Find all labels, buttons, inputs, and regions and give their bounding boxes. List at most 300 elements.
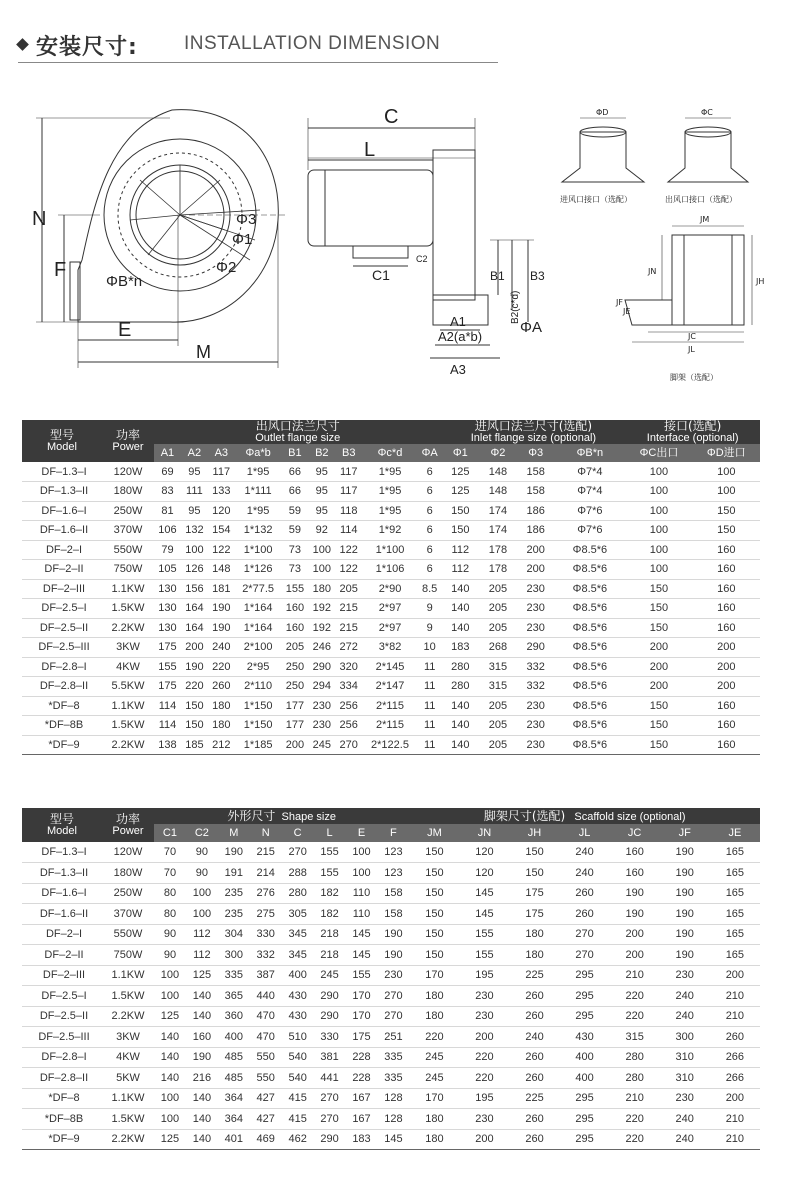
value-cell: 1*164 [235, 618, 282, 638]
value-cell: 140 [186, 1109, 218, 1130]
model-cell: DF–2–II [22, 945, 102, 966]
value-cell: 150 [409, 863, 459, 884]
value-cell: 175 [510, 904, 560, 925]
value-cell: 155 [459, 945, 509, 966]
model-cell: DF–2.5–III [22, 638, 102, 658]
value-cell: 100 [154, 1088, 186, 1109]
model-cell: DF–2.5–I [22, 986, 102, 1007]
value-cell: 220 [610, 1006, 660, 1027]
value-cell: 132 [181, 521, 208, 541]
value-cell: 133 [208, 482, 235, 502]
group-scaffold: 脚架尺寸(选配) Scaffold size (optional) [409, 808, 760, 824]
value-cell: 118 [335, 501, 362, 521]
value-cell: 181 [208, 579, 235, 599]
value-cell: 200 [625, 677, 692, 697]
value-cell: 177 [281, 696, 308, 716]
value-cell: 125 [441, 482, 479, 502]
model-cell: DF–2–III [22, 965, 102, 986]
value-cell: 180 [409, 1109, 459, 1130]
value-cell: 11 [418, 696, 442, 716]
value-cell: 335 [377, 1047, 409, 1068]
value-cell: 120 [459, 842, 509, 863]
value-cell: 1*95 [362, 482, 418, 502]
value-cell: 295 [560, 1129, 610, 1150]
value-cell: 1*95 [235, 501, 282, 521]
value-cell: 150 [625, 599, 692, 619]
value-cell: 122 [335, 560, 362, 580]
drawing-svg [20, 90, 780, 400]
value-cell: 140 [441, 696, 479, 716]
value-cell: 167 [346, 1109, 378, 1130]
value-cell: 2*97 [362, 618, 418, 638]
value-cell: 245 [409, 1047, 459, 1068]
value-cell: 220 [459, 1047, 509, 1068]
column-header: JN [459, 824, 509, 842]
value-cell: 160 [693, 735, 760, 755]
value-cell: 192 [308, 599, 335, 619]
value-cell: Φ8.5*6 [554, 716, 625, 736]
table-row [22, 579, 760, 599]
value-cell: 230 [517, 716, 555, 736]
label-JM: JM [700, 215, 710, 224]
value-cell: 150 [510, 842, 560, 863]
table-row [22, 883, 760, 904]
value-cell: 270 [560, 945, 610, 966]
table-row [22, 735, 760, 755]
value-cell: 251 [377, 1027, 409, 1048]
value-cell: 215 [335, 618, 362, 638]
model-cell: DF–2.5–III [22, 1027, 102, 1048]
power-cell: 1.1KW [102, 965, 154, 986]
value-cell: 182 [314, 904, 346, 925]
value-cell: 550 [250, 1068, 282, 1089]
value-cell: 155 [314, 842, 346, 863]
value-cell: 180 [510, 924, 560, 945]
value-cell: 180 [510, 945, 560, 966]
model-cell: DF–2–I [22, 924, 102, 945]
value-cell: 2*115 [362, 696, 418, 716]
value-cell: 140 [441, 599, 479, 619]
value-cell: 246 [308, 638, 335, 658]
value-cell: 128 [377, 1088, 409, 1109]
title-chinese: 安装尺寸: [36, 35, 138, 60]
value-cell: 295 [560, 986, 610, 1007]
value-cell: 260 [208, 677, 235, 697]
value-cell: 112 [186, 945, 218, 966]
column-header: L [314, 824, 346, 842]
value-cell: 190 [610, 904, 660, 925]
model-cell: DF–2.8–II [22, 1068, 102, 1089]
value-cell: 175 [510, 883, 560, 904]
column-header: JE [710, 824, 760, 842]
value-cell: 150 [181, 696, 208, 716]
value-cell: 540 [282, 1047, 314, 1068]
label-M: M [196, 342, 211, 362]
label-C2: C2 [416, 254, 428, 264]
value-cell: 114 [154, 716, 181, 736]
value-cell: 140 [186, 1088, 218, 1109]
value-cell: 167 [346, 1088, 378, 1109]
value-cell: 270 [560, 924, 610, 945]
value-cell: 235 [218, 904, 250, 925]
power-cell: 180W [102, 482, 154, 502]
value-cell: 59 [281, 521, 308, 541]
value-cell: 150 [441, 501, 479, 521]
value-cell: 117 [335, 462, 362, 482]
value-cell: 155 [154, 657, 181, 677]
column-header: N [250, 824, 282, 842]
power-cell: 180W [102, 863, 154, 884]
column-header: ΦD进口 [693, 444, 760, 462]
table-row [22, 1006, 760, 1027]
value-cell: 158 [517, 462, 555, 482]
value-cell: 120 [208, 501, 235, 521]
value-cell: 2*147 [362, 677, 418, 697]
value-cell: 80 [154, 904, 186, 925]
value-cell: 2*95 [235, 657, 282, 677]
value-cell: 190 [218, 842, 250, 863]
model-cell: DF–1.3–II [22, 863, 102, 884]
value-cell: 112 [186, 924, 218, 945]
value-cell: 462 [282, 1129, 314, 1150]
value-cell: 155 [281, 579, 308, 599]
table-row [22, 1129, 760, 1150]
value-cell: 200 [610, 924, 660, 945]
column-header: C2 [186, 824, 218, 842]
value-cell: 230 [660, 1088, 710, 1109]
value-cell: 245 [409, 1068, 459, 1089]
value-cell: 106 [154, 521, 181, 541]
value-cell: 280 [441, 677, 479, 697]
shape-size-table [22, 808, 760, 1150]
value-cell: 2*100 [235, 638, 282, 658]
value-cell: 170 [409, 965, 459, 986]
value-cell: 415 [282, 1088, 314, 1109]
outlet-flange-table [22, 420, 760, 755]
model-cell: *DF–9 [22, 735, 102, 755]
value-cell: 400 [282, 965, 314, 986]
value-cell: 125 [186, 965, 218, 986]
value-cell: 175 [154, 677, 181, 697]
value-cell: 183 [441, 638, 479, 658]
power-cell: 1.5KW [102, 716, 154, 736]
value-cell: 315 [610, 1027, 660, 1048]
value-cell: 200 [281, 735, 308, 755]
value-cell: 158 [377, 904, 409, 925]
value-cell: 1*95 [362, 501, 418, 521]
value-cell: 2*115 [362, 716, 418, 736]
value-cell: 300 [218, 945, 250, 966]
value-cell: 150 [409, 842, 459, 863]
model-cell: *DF–9 [22, 1129, 102, 1150]
table-row [22, 986, 760, 1007]
model-cell: DF–2–I [22, 540, 102, 560]
value-cell: 100 [625, 540, 692, 560]
model-cell: DF–1.3–II [22, 482, 102, 502]
value-cell: 185 [181, 735, 208, 755]
value-cell: 190 [208, 599, 235, 619]
value-cell: 485 [218, 1068, 250, 1089]
value-cell: 95 [308, 482, 335, 502]
table-row [22, 945, 760, 966]
label-C: C [384, 106, 399, 128]
column-header: F [377, 824, 409, 842]
value-cell: 160 [693, 560, 760, 580]
value-cell: 210 [610, 965, 660, 986]
label-JH: JH [756, 277, 765, 286]
section-header [18, 28, 498, 64]
value-cell: 6 [418, 462, 442, 482]
value-cell: 81 [154, 501, 181, 521]
value-cell: 240 [660, 1129, 710, 1150]
value-cell: 210 [710, 1109, 760, 1130]
column-header: JM [409, 824, 459, 842]
value-cell: 150 [441, 521, 479, 541]
value-cell: 190 [377, 945, 409, 966]
value-cell: Φ7*4 [554, 482, 625, 502]
value-cell: 228 [346, 1068, 378, 1089]
value-cell: 112 [441, 540, 479, 560]
value-cell: 138 [154, 735, 181, 755]
value-cell: 235 [218, 883, 250, 904]
value-cell: 270 [282, 842, 314, 863]
power-cell: 750W [102, 945, 154, 966]
table-row [22, 1027, 760, 1048]
value-cell: 200 [710, 965, 760, 986]
column-header: JC [610, 824, 660, 842]
column-header: ΦA [418, 444, 442, 462]
value-cell: 164 [181, 599, 208, 619]
label-L: L [364, 139, 376, 161]
value-cell: 290 [517, 638, 555, 658]
value-cell: 320 [335, 657, 362, 677]
value-cell: 200 [459, 1027, 509, 1048]
value-cell: 125 [154, 1006, 186, 1027]
value-cell: 150 [409, 883, 459, 904]
value-cell: 290 [308, 657, 335, 677]
value-cell: 205 [479, 735, 517, 755]
value-cell: 205 [479, 716, 517, 736]
value-cell: 1*132 [235, 521, 282, 541]
value-cell: 165 [710, 945, 760, 966]
value-cell: 150 [625, 618, 692, 638]
value-cell: 330 [250, 924, 282, 945]
value-cell: 250 [281, 657, 308, 677]
value-cell: 1*126 [235, 560, 282, 580]
value-cell: 315 [479, 677, 517, 697]
table-row [22, 863, 760, 884]
value-cell: 156 [181, 579, 208, 599]
value-cell: 240 [208, 638, 235, 658]
value-cell: 160 [693, 579, 760, 599]
power-cell: 2.2KW [102, 618, 154, 638]
value-cell: 165 [710, 904, 760, 925]
value-cell: 160 [693, 599, 760, 619]
value-cell: 174 [479, 521, 517, 541]
value-cell: 158 [377, 883, 409, 904]
value-cell: 260 [710, 1027, 760, 1048]
value-cell: 190 [660, 904, 710, 925]
label-JN: JN [648, 267, 657, 276]
value-cell: 90 [186, 863, 218, 884]
column-header: Φ3 [517, 444, 555, 462]
model-cell: DF–1.6–I [22, 883, 102, 904]
value-cell: 295 [560, 1088, 610, 1109]
value-cell: 280 [282, 883, 314, 904]
value-cell: 79 [154, 540, 181, 560]
value-cell: 220 [610, 1109, 660, 1130]
value-cell: 165 [710, 883, 760, 904]
value-cell: 205 [281, 638, 308, 658]
value-cell: 177 [281, 716, 308, 736]
value-cell: 205 [335, 579, 362, 599]
value-cell: 190 [660, 945, 710, 966]
value-cell: 120 [459, 863, 509, 884]
value-cell: 150 [409, 945, 459, 966]
power-cell: 3KW [102, 1027, 154, 1048]
power-cell: 370W [102, 904, 154, 925]
value-cell: 230 [517, 735, 555, 755]
value-cell: 130 [154, 618, 181, 638]
value-cell: 130 [154, 599, 181, 619]
value-cell: 290 [314, 1129, 346, 1150]
value-cell: 160 [693, 716, 760, 736]
value-cell: 510 [282, 1027, 314, 1048]
value-cell: 1*106 [362, 560, 418, 580]
value-cell: 9 [418, 618, 442, 638]
value-cell: 470 [250, 1006, 282, 1027]
value-cell: Φ8.5*6 [554, 735, 625, 755]
value-cell: 260 [560, 904, 610, 925]
column-header: C1 [154, 824, 186, 842]
table-row [22, 904, 760, 925]
value-cell: 190 [181, 657, 208, 677]
value-cell: 73 [281, 540, 308, 560]
value-cell: 400 [218, 1027, 250, 1048]
value-cell: 364 [218, 1088, 250, 1109]
label-JF: JF [616, 298, 623, 307]
value-cell: 228 [346, 1047, 378, 1068]
value-cell: 175 [154, 638, 181, 658]
value-cell: 111 [181, 482, 208, 502]
value-cell: 182 [314, 883, 346, 904]
value-cell: 180 [409, 1006, 459, 1027]
model-cell: *DF–8 [22, 696, 102, 716]
table-row [22, 618, 760, 638]
value-cell: 100 [693, 482, 760, 502]
value-cell: 160 [281, 599, 308, 619]
value-cell: 170 [409, 1088, 459, 1109]
power-cell: 120W [102, 462, 154, 482]
value-cell: 175 [346, 1027, 378, 1048]
motor-foot [353, 246, 408, 258]
value-cell: 295 [560, 965, 610, 986]
value-cell: 160 [610, 842, 660, 863]
value-cell: 123 [377, 863, 409, 884]
value-cell: 210 [610, 1088, 660, 1109]
fan-body [433, 150, 475, 300]
value-cell: 275 [250, 904, 282, 925]
group-outlet: 出风口法兰尺寸 Outlet flange size [154, 420, 441, 444]
value-cell: 332 [250, 945, 282, 966]
power-cell: 1.1KW [102, 1088, 154, 1109]
value-cell: 117 [208, 462, 235, 482]
value-cell: 295 [560, 1006, 610, 1027]
table2-body [22, 842, 760, 1150]
model-cell: DF–1.3–I [22, 842, 102, 863]
value-cell: 240 [660, 1109, 710, 1130]
value-cell: 2*145 [362, 657, 418, 677]
value-cell: 1*164 [235, 599, 282, 619]
table-row [22, 1109, 760, 1130]
value-cell: 190 [660, 863, 710, 884]
label-phiBn: ΦB*n [106, 273, 143, 290]
value-cell: 195 [459, 1088, 509, 1109]
value-cell: 215 [335, 599, 362, 619]
value-cell: 11 [418, 716, 442, 736]
value-cell: 190 [208, 618, 235, 638]
value-cell: 180 [308, 579, 335, 599]
value-cell: 160 [610, 863, 660, 884]
value-cell: 200 [517, 560, 555, 580]
value-cell: 310 [660, 1047, 710, 1068]
table-row [22, 657, 760, 677]
value-cell: 200 [693, 638, 760, 658]
value-cell: 240 [560, 842, 610, 863]
value-cell: 145 [459, 883, 509, 904]
value-cell: 400 [560, 1068, 610, 1089]
value-cell: Φ8.5*6 [554, 638, 625, 658]
value-cell: 150 [625, 579, 692, 599]
value-cell: 550 [250, 1047, 282, 1068]
value-cell: 1*111 [235, 482, 282, 502]
value-cell: 440 [250, 986, 282, 1007]
value-cell: 200 [693, 677, 760, 697]
value-cell: 210 [710, 1006, 760, 1027]
value-cell: 260 [510, 1129, 560, 1150]
value-cell: 427 [250, 1109, 282, 1130]
value-cell: 205 [479, 599, 517, 619]
value-cell: 360 [218, 1006, 250, 1027]
value-cell: 220 [610, 986, 660, 1007]
label-phiD: ΦD [596, 108, 609, 117]
column-header: B2 [308, 444, 335, 462]
value-cell: 290 [314, 986, 346, 1007]
value-cell: 150 [625, 716, 692, 736]
power-cell: 250W [102, 501, 154, 521]
value-cell: 220 [610, 1129, 660, 1150]
value-cell: 160 [693, 540, 760, 560]
value-cell: 1*95 [362, 462, 418, 482]
table-row [22, 1088, 760, 1109]
stand-drawing [625, 226, 752, 342]
value-cell: 430 [282, 986, 314, 1007]
value-cell: 1*100 [235, 540, 282, 560]
value-cell: 100 [308, 540, 335, 560]
value-cell: 245 [314, 965, 346, 986]
value-cell: 470 [250, 1027, 282, 1048]
value-cell: 230 [660, 965, 710, 986]
value-cell: Φ7*6 [554, 501, 625, 521]
value-cell: 6 [418, 560, 442, 580]
value-cell: Φ7*6 [554, 521, 625, 541]
motor-body [308, 170, 433, 246]
power-cell: 1.1KW [102, 696, 154, 716]
col-model: 型号 Model [22, 420, 102, 462]
value-cell: 220 [208, 657, 235, 677]
power-cell: 1.5KW [102, 1109, 154, 1130]
table-row [22, 521, 760, 541]
